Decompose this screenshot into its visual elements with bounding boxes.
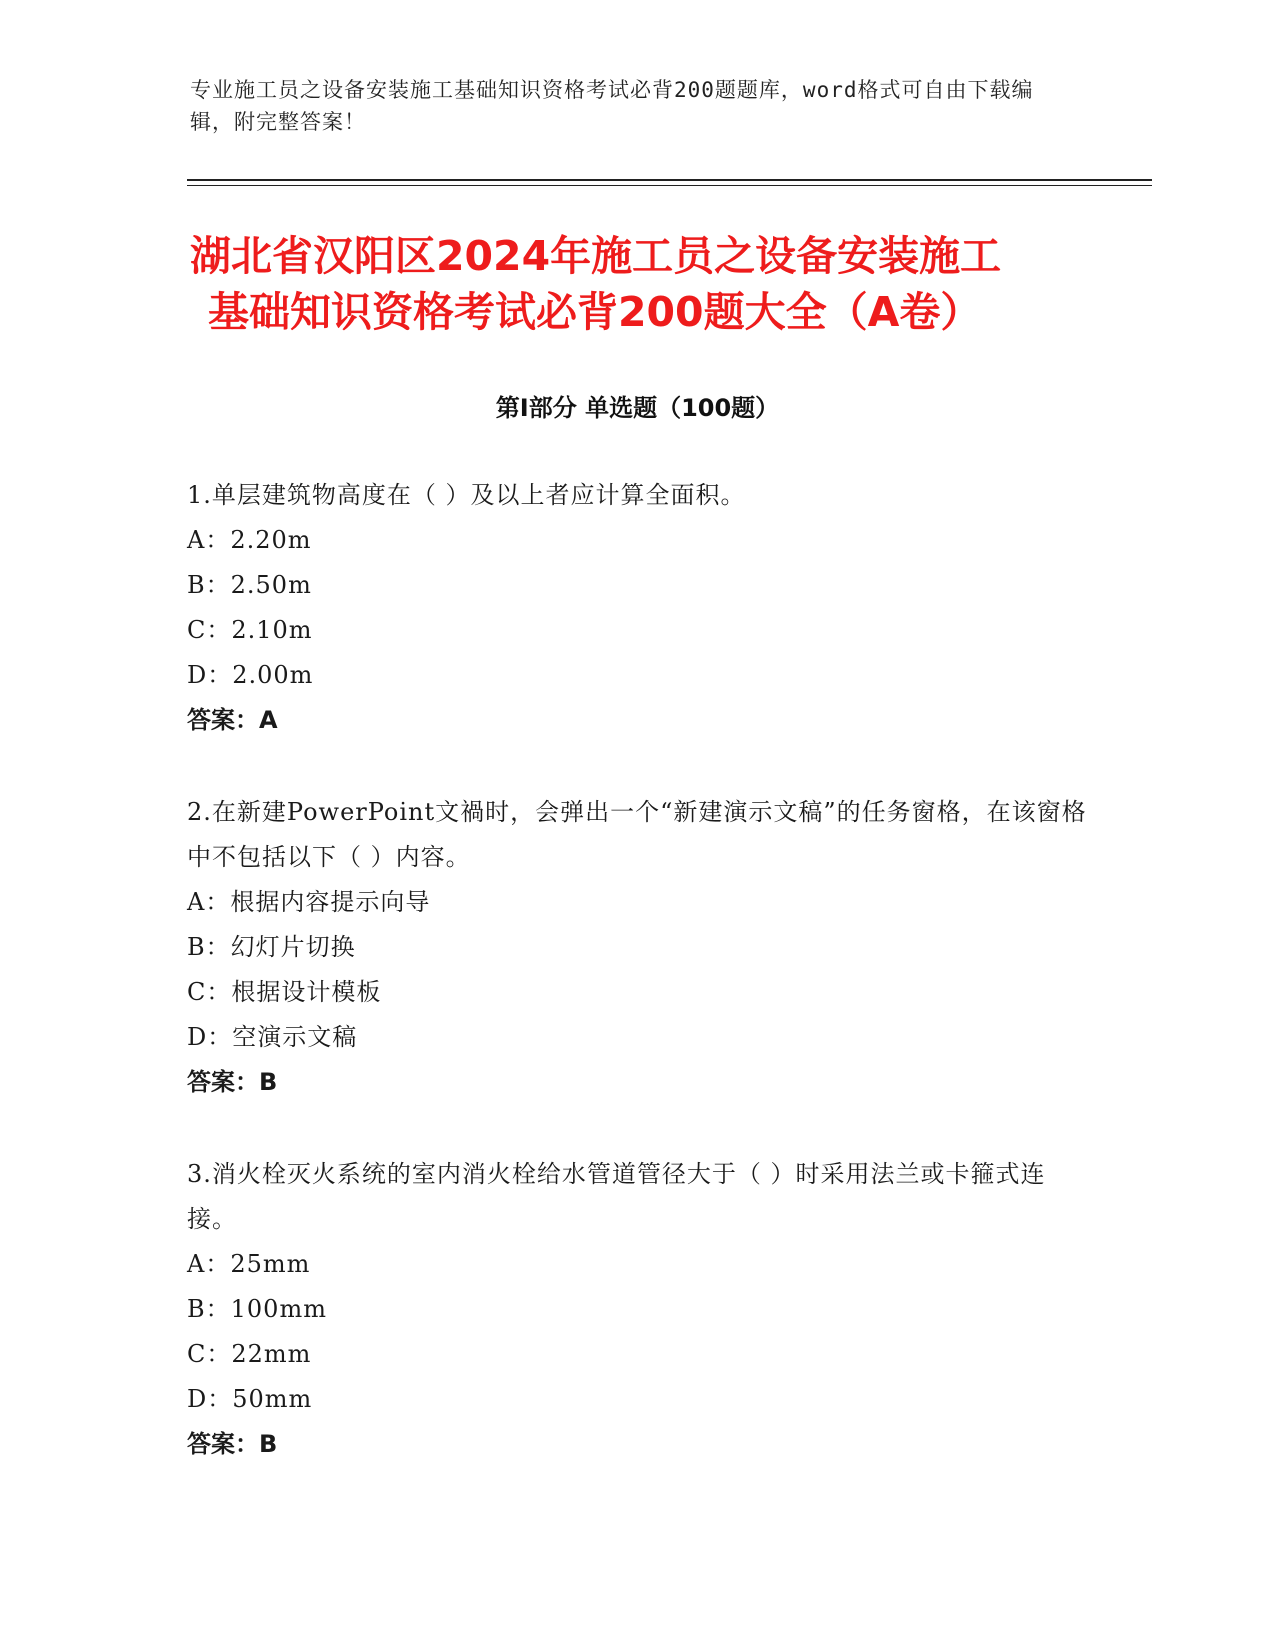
document-title-line-1: 湖北省汉阳区2024年施工员之设备安装施工	[190, 232, 1002, 280]
option-d: D：50mm	[187, 1385, 313, 1413]
option-c: C：2.10m	[187, 616, 313, 644]
option-c: C：根据设计模板	[187, 978, 382, 1006]
section-title: 第Ⅰ部分 单选题（100题）	[495, 394, 780, 422]
option-d: D：空演示文稿	[187, 1023, 358, 1051]
question-stem: 3.消火栓灭火系统的室内消火栓给水管道管径大于（ ）时采用法兰或卡箍式连接。	[187, 1160, 1046, 1233]
header-rule-thin	[187, 185, 1152, 186]
answer: 答案：B	[187, 1430, 278, 1458]
question-stem: 1.单层建筑物高度在（ ）及以上者应计算全面积。	[187, 481, 746, 509]
document-title	[190, 228, 1090, 340]
option-b: B：2.50m	[187, 571, 312, 599]
answer: 答案：A	[187, 706, 278, 734]
header-note: 专业施工员之设备安装施工基础知识资格考试必背200题题库，word格式可自由下载编辑，附完整答案！	[190, 78, 1034, 134]
option-a: A：2.20m	[187, 526, 312, 554]
question-3	[187, 1152, 1087, 1467]
answer: 答案：B	[187, 1068, 278, 1096]
question-stem: 2.在新建PowerPoint文禍时，会弹出一个“新建演示文稿”的任务窗格，在该窗格中不包括以下（ ）内容。	[187, 798, 1087, 871]
document-title-line-2: 基础知识资格考试必背200题大全（A卷）	[208, 288, 982, 336]
option-a: A：25mm	[187, 1250, 311, 1278]
option-c: C：22mm	[187, 1340, 312, 1368]
option-b: B：幻灯片切换	[187, 933, 356, 961]
header-rule-thick	[187, 179, 1152, 181]
question-1	[187, 473, 1087, 743]
option-a: A：根据内容提示向导	[187, 888, 431, 916]
question-2	[187, 790, 1087, 1105]
option-d: D：2.00m	[187, 661, 314, 689]
option-b: B：100mm	[187, 1295, 327, 1323]
